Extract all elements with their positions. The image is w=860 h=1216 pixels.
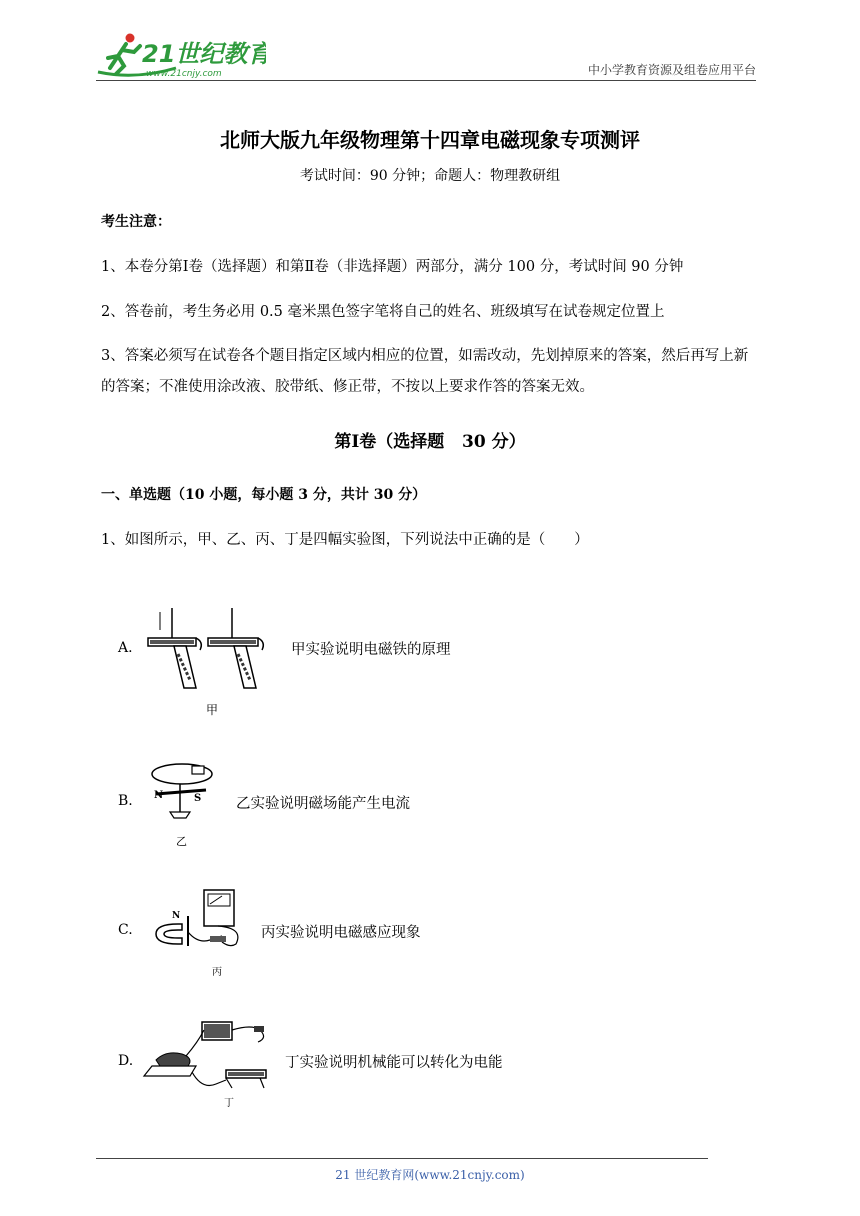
- footer-divider: [96, 1158, 708, 1159]
- notice-item-1: 1、本卷分第Ⅰ卷（选择题）和第Ⅱ卷（非选择题）两部分，满分 100 分，考试时间 90 分钟: [101, 259, 684, 275]
- logo-url: www.21cnjy.com: [146, 69, 222, 79]
- option-d-text[interactable]: 丁实验说明机械能可以转化为电能: [285, 1055, 503, 1071]
- option-d-letter: D.: [118, 1053, 134, 1069]
- notice-item-2: 2、答卷前，考生务必用 0.5 毫米黑色签字笔将自己的姓名、班级填写在试卷规定位置上: [101, 304, 665, 320]
- figure-ding: [142, 1018, 276, 1098]
- figure-yi-label: 乙: [176, 835, 187, 848]
- question-1: 1、如图所示，甲、乙、丙、丁是四幅实验图，下列说法中正确的是（ ）: [101, 532, 589, 548]
- figure-bing: [148, 888, 246, 956]
- notice-item-3: 3、答案必须写在试卷各个题目指定区域内相应的位置，如需改动，先划掉原来的答案，然后再写上新的答案；不准使用涂改液、胶带纸、修正带，不按以上要求作答的答案无效。: [101, 348, 749, 395]
- figure-ding-label: 丁: [224, 1098, 234, 1109]
- section-title: 第Ⅰ卷（选择题 30 分）: [334, 432, 526, 452]
- subsection-title: 一、单选题（10 小题，每小题 3 分，共计 30 分）: [101, 487, 427, 503]
- magnet-c-n-label: N: [172, 911, 181, 921]
- option-c-letter: C.: [118, 922, 133, 938]
- document-subtitle: 考试时间：90 分钟；命题人：物理教研组: [299, 168, 561, 184]
- header-divider: [96, 80, 756, 81]
- figure-jia-label: 甲: [206, 703, 219, 717]
- header-platform-name: 中小学教育资源及组卷应用平台: [587, 63, 756, 77]
- document-title: 北师大版九年级物理第十四章电磁现象专项测评: [220, 128, 640, 152]
- option-a-text[interactable]: 甲实验说明电磁铁的原理: [291, 642, 451, 658]
- notice-heading: 考生注意：: [101, 214, 171, 230]
- logo-text: 21世纪教育: [142, 40, 266, 68]
- option-b-letter: B.: [118, 793, 133, 809]
- footer-site[interactable]: 21 世纪教育网(www.21cnjy.com): [335, 1168, 525, 1182]
- site-logo: [96, 28, 266, 80]
- option-b-text[interactable]: 乙实验说明磁场能产生电流: [236, 796, 410, 812]
- option-a-letter: A.: [118, 640, 133, 656]
- option-c-text[interactable]: 丙实验说明电磁感应现象: [261, 925, 421, 941]
- figure-bing-label: 丙: [212, 967, 222, 978]
- magnet-s-label: S: [194, 793, 202, 804]
- magnet-n-label: N: [154, 790, 164, 801]
